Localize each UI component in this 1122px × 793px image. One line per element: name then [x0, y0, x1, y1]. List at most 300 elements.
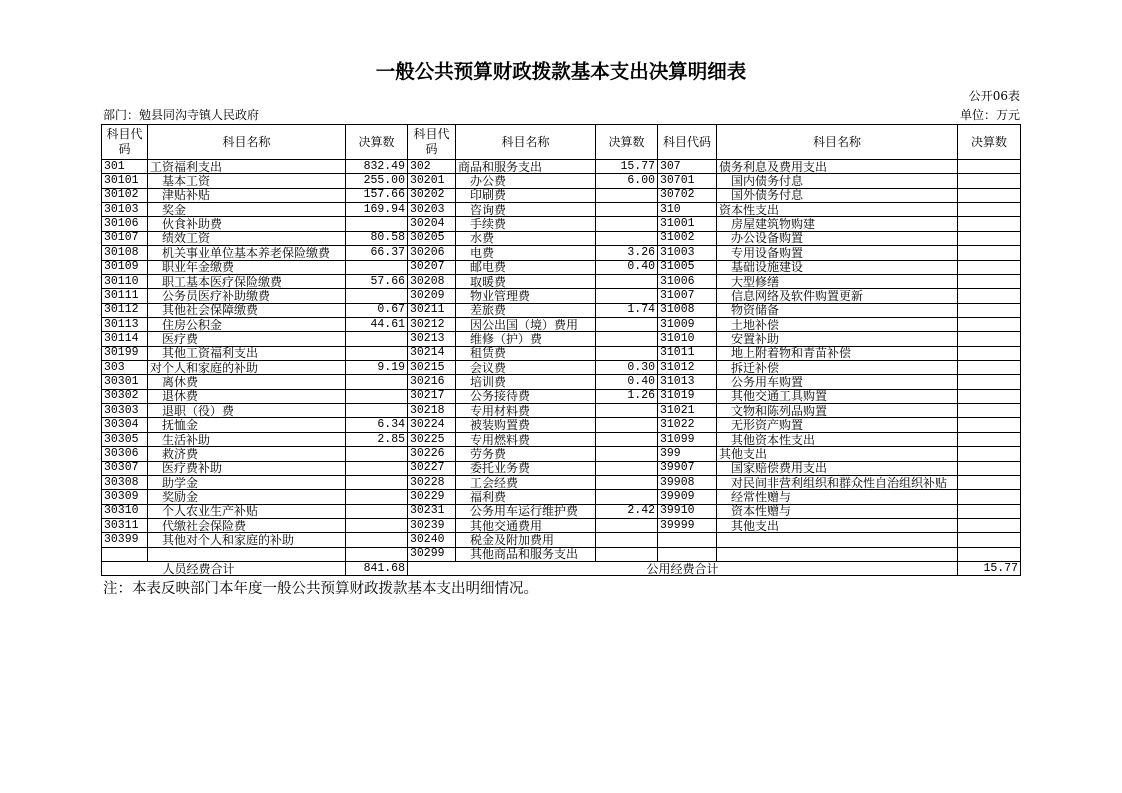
cell-code: 30702 — [658, 188, 717, 202]
cell-name: 资本性赠与 — [717, 504, 958, 518]
cell-code: 301 — [102, 160, 148, 174]
cell-amount — [596, 432, 658, 446]
table-row — [102, 533, 1021, 547]
cell-amount: 15.77 — [596, 160, 658, 174]
cell-code: 30203 — [408, 203, 456, 217]
cell-code: 31021 — [658, 404, 717, 418]
cell-name: 商品和服务支出 — [456, 160, 596, 174]
cell-amount — [958, 246, 1021, 260]
totals-row — [102, 562, 1021, 576]
cell-name: 专用材料费 — [456, 404, 596, 418]
cell-code: 30228 — [408, 475, 456, 489]
header-code: 科目代码 — [102, 125, 148, 160]
cell-name: 房屋建筑物购建 — [717, 217, 958, 231]
public-total-amount: 15.77 — [958, 562, 1021, 576]
cell-name: 培训费 — [456, 375, 596, 389]
cell-amount: 44.61 — [346, 317, 408, 331]
cell-code: 30202 — [408, 188, 456, 202]
cell-code: 30306 — [102, 447, 148, 461]
cell-name: 邮电费 — [456, 260, 596, 274]
cell-amount — [596, 231, 658, 245]
cell-name: 文物和陈列品购置 — [717, 404, 958, 418]
cell-name: 维修（护）费 — [456, 332, 596, 346]
cell-code: 30227 — [408, 461, 456, 475]
cell-name: 津贴补贴 — [148, 188, 346, 202]
table-row — [102, 447, 1021, 461]
cell-amount — [958, 518, 1021, 532]
cell-name: 物业管理费 — [456, 289, 596, 303]
cell-code: 39910 — [658, 504, 717, 518]
table-row — [102, 317, 1021, 331]
cell-amount — [596, 418, 658, 432]
cell-name: 工会经费 — [456, 475, 596, 489]
header-name: 科目名称 — [717, 125, 958, 160]
cell-amount — [346, 404, 408, 418]
table-row — [102, 203, 1021, 217]
cell-code: 30226 — [408, 447, 456, 461]
cell-name: 福利费 — [456, 490, 596, 504]
table-row — [102, 246, 1021, 260]
cell-name: 印刷费 — [456, 188, 596, 202]
cell-name: 生活补助 — [148, 432, 346, 446]
cell-amount — [346, 346, 408, 360]
cell-code: 310 — [658, 203, 717, 217]
cell-amount: 66.37 — [346, 246, 408, 260]
table-row — [102, 475, 1021, 489]
cell-amount: 832.49 — [346, 160, 408, 174]
cell-name: 劳务费 — [456, 447, 596, 461]
table-row — [102, 188, 1021, 202]
cell-code: 30208 — [408, 274, 456, 288]
cell-name: 伙食补助费 — [148, 217, 346, 231]
cell-amount: 57.66 — [346, 274, 408, 288]
cell-code: 31003 — [658, 246, 717, 260]
cell-code: 30229 — [408, 490, 456, 504]
cell-amount — [958, 346, 1021, 360]
cell-code: 31099 — [658, 432, 717, 446]
cell-amount — [958, 447, 1021, 461]
cell-code: 31011 — [658, 346, 717, 360]
cell-name: 奖励金 — [148, 490, 346, 504]
unit-label: 单位：万元 — [959, 108, 1020, 122]
cell-code: 30303 — [102, 404, 148, 418]
table-row — [102, 504, 1021, 518]
cell-amount — [958, 547, 1021, 561]
cell-amount — [596, 404, 658, 418]
cell-code: 30308 — [102, 475, 148, 489]
cell-amount: 1.74 — [596, 303, 658, 317]
cell-code: 30224 — [408, 418, 456, 432]
cell-amount — [958, 404, 1021, 418]
cell-amount: 2.85 — [346, 432, 408, 446]
cell-name: 对个人和家庭的补助 — [148, 361, 346, 375]
cell-code: 31008 — [658, 303, 717, 317]
cell-name: 差旅费 — [456, 303, 596, 317]
cell-name: 大型修缮 — [717, 274, 958, 288]
cell-name: 其他交通费用 — [456, 518, 596, 532]
cell-code: 39909 — [658, 490, 717, 504]
table-row — [102, 160, 1021, 174]
cell-amount: 2.42 — [596, 504, 658, 518]
cell-amount — [596, 547, 658, 561]
cell-code: 30199 — [102, 346, 148, 360]
cell-name: 委托业务费 — [456, 461, 596, 475]
cell-amount — [958, 533, 1021, 547]
cell-name: 其他支出 — [717, 518, 958, 532]
cell-name: 被装购置费 — [456, 418, 596, 432]
cell-amount — [958, 160, 1021, 174]
cell-amount — [596, 317, 658, 331]
cell-code: 30217 — [408, 389, 456, 403]
header-row — [102, 125, 1021, 160]
cell-code: 31006 — [658, 274, 717, 288]
cell-name: 因公出国（境）费用 — [456, 317, 596, 331]
cell-code — [102, 547, 148, 561]
cell-name: 职工基本医疗保险缴费 — [148, 274, 346, 288]
cell-code: 30214 — [408, 346, 456, 360]
cell-amount: 169.94 — [346, 203, 408, 217]
cell-amount: 255.00 — [346, 174, 408, 188]
cell-name: 土地补偿 — [717, 317, 958, 331]
cell-name: 其他支出 — [717, 447, 958, 461]
table-row — [102, 518, 1021, 532]
table-row — [102, 490, 1021, 504]
table-row — [102, 361, 1021, 375]
cell-code: 31001 — [658, 217, 717, 231]
cell-name: 安置补助 — [717, 332, 958, 346]
cell-name — [717, 547, 958, 561]
cell-name: 无形资产购置 — [717, 418, 958, 432]
cell-name: 咨询费 — [456, 203, 596, 217]
cell-name: 其他资本性支出 — [717, 432, 958, 446]
cell-amount — [596, 447, 658, 461]
cell-name: 水费 — [456, 231, 596, 245]
cell-code: 30225 — [408, 432, 456, 446]
cell-name: 个人农业生产补贴 — [148, 504, 346, 518]
cell-name: 离休费 — [148, 375, 346, 389]
budget-detail-table — [101, 124, 1021, 576]
cell-name: 退职（役）费 — [148, 404, 346, 418]
cell-amount: 80.58 — [346, 231, 408, 245]
table-number-label: 公开06表 — [968, 89, 1020, 103]
cell-code: 30307 — [102, 461, 148, 475]
cell-code: 31005 — [658, 260, 717, 274]
cell-name: 其他对个人和家庭的补助 — [148, 533, 346, 547]
cell-name: 国家赔偿费用支出 — [717, 461, 958, 475]
cell-name: 公务用车运行维护费 — [456, 504, 596, 518]
table-row — [102, 303, 1021, 317]
cell-amount — [958, 174, 1021, 188]
cell-name: 电费 — [456, 246, 596, 260]
cell-amount — [596, 217, 658, 231]
cell-name: 医疗费 — [148, 332, 346, 346]
table-row — [102, 231, 1021, 245]
cell-code: 39908 — [658, 475, 717, 489]
cell-amount: 0.40 — [596, 375, 658, 389]
cell-code: 31019 — [658, 389, 717, 403]
table-row — [102, 389, 1021, 403]
cell-name: 公务用车购置 — [717, 375, 958, 389]
cell-code — [658, 533, 717, 547]
cell-code: 31010 — [658, 332, 717, 346]
cell-name: 机关事业单位基本养老保险缴费 — [148, 246, 346, 260]
cell-code: 30304 — [102, 418, 148, 432]
cell-name: 工资福利支出 — [148, 160, 346, 174]
cell-name: 退休费 — [148, 389, 346, 403]
cell-name: 办公设备购置 — [717, 231, 958, 245]
cell-name: 对民间非营利组织和群众性自治组织补贴 — [717, 475, 958, 489]
header-amount: 决算数 — [958, 125, 1021, 160]
cell-code — [658, 547, 717, 561]
header-amount: 决算数 — [346, 125, 408, 160]
cell-amount: 1.26 — [596, 389, 658, 403]
cell-code: 30311 — [102, 518, 148, 532]
cell-amount — [596, 332, 658, 346]
cell-code: 30109 — [102, 260, 148, 274]
cell-code: 30231 — [408, 504, 456, 518]
cell-amount — [958, 418, 1021, 432]
cell-amount — [346, 518, 408, 532]
cell-amount — [596, 289, 658, 303]
cell-name: 助学金 — [148, 475, 346, 489]
cell-code: 39907 — [658, 461, 717, 475]
cell-code: 30114 — [102, 332, 148, 346]
cell-name: 其他交通工具购置 — [717, 389, 958, 403]
cell-code: 303 — [102, 361, 148, 375]
table-row — [102, 432, 1021, 446]
cell-name: 资本性支出 — [717, 203, 958, 217]
cell-amount: 3.26 — [596, 246, 658, 260]
cell-amount — [346, 289, 408, 303]
cell-code: 30240 — [408, 533, 456, 547]
cell-code: 30107 — [102, 231, 148, 245]
cell-amount — [958, 217, 1021, 231]
cell-code: 30201 — [408, 174, 456, 188]
cell-amount — [958, 260, 1021, 274]
cell-amount — [346, 547, 408, 561]
cell-code: 30213 — [408, 332, 456, 346]
cell-name: 抚恤金 — [148, 418, 346, 432]
cell-amount — [346, 260, 408, 274]
header-code: 科目代码 — [658, 125, 717, 160]
table-row — [102, 217, 1021, 231]
table-row — [102, 260, 1021, 274]
cell-amount — [958, 317, 1021, 331]
table-body — [102, 160, 1021, 576]
table-row — [102, 547, 1021, 561]
cell-amount — [958, 389, 1021, 403]
cell-code: 30112 — [102, 303, 148, 317]
cell-code: 31022 — [658, 418, 717, 432]
cell-code: 30205 — [408, 231, 456, 245]
cell-name: 经常性赠与 — [717, 490, 958, 504]
cell-code: 31009 — [658, 317, 717, 331]
cell-name: 国外债务付息 — [717, 188, 958, 202]
cell-amount — [958, 490, 1021, 504]
cell-code: 30310 — [102, 504, 148, 518]
header-amount: 决算数 — [596, 125, 658, 160]
cell-name: 专用燃料费 — [456, 432, 596, 446]
cell-code: 39999 — [658, 518, 717, 532]
cell-code: 307 — [658, 160, 717, 174]
cell-name: 办公费 — [456, 174, 596, 188]
cell-code: 30108 — [102, 246, 148, 260]
cell-code: 30209 — [408, 289, 456, 303]
cell-amount — [346, 490, 408, 504]
cell-code: 30206 — [408, 246, 456, 260]
cell-name: 物资储备 — [717, 303, 958, 317]
table-row — [102, 289, 1021, 303]
cell-amount: 9.19 — [346, 361, 408, 375]
cell-amount: 6.34 — [346, 418, 408, 432]
cell-code: 31013 — [658, 375, 717, 389]
cell-amount — [596, 461, 658, 475]
cell-name: 其他工资福利支出 — [148, 346, 346, 360]
cell-name: 职业年金缴费 — [148, 260, 346, 274]
footnote: 注：本表反映部门本年度一般公共预算财政拨款基本支出明细情况。 — [103, 581, 538, 597]
cell-amount: 6.00 — [596, 174, 658, 188]
table-row — [102, 346, 1021, 360]
cell-name: 其他商品和服务支出 — [456, 547, 596, 561]
cell-code: 30215 — [408, 361, 456, 375]
table-row — [102, 404, 1021, 418]
cell-code: 30111 — [102, 289, 148, 303]
table-row — [102, 418, 1021, 432]
cell-code: 30216 — [408, 375, 456, 389]
cell-amount — [346, 389, 408, 403]
table-row — [102, 461, 1021, 475]
cell-code: 30101 — [102, 174, 148, 188]
cell-name: 信息网络及软件购置更新 — [717, 289, 958, 303]
cell-amount — [346, 375, 408, 389]
cell-code: 31002 — [658, 231, 717, 245]
header-name: 科目名称 — [456, 125, 596, 160]
cell-name: 医疗费补助 — [148, 461, 346, 475]
cell-amount — [958, 361, 1021, 375]
cell-amount — [596, 518, 658, 532]
header-name: 科目名称 — [148, 125, 346, 160]
cell-name: 租赁费 — [456, 346, 596, 360]
cell-amount — [346, 533, 408, 547]
cell-amount — [346, 461, 408, 475]
cell-code: 30102 — [102, 188, 148, 202]
cell-name: 税金及附加费用 — [456, 533, 596, 547]
cell-amount — [958, 475, 1021, 489]
cell-code: 302 — [408, 160, 456, 174]
cell-name: 公务员医疗补助缴费 — [148, 289, 346, 303]
department-label: 部门：勉县同沟寺镇人民政府 — [103, 108, 260, 122]
cell-amount — [596, 188, 658, 202]
cell-amount — [346, 332, 408, 346]
cell-amount: 0.30 — [596, 361, 658, 375]
table-row — [102, 174, 1021, 188]
cell-code: 30309 — [102, 490, 148, 504]
cell-code: 30212 — [408, 317, 456, 331]
cell-code: 30211 — [408, 303, 456, 317]
cell-name — [717, 533, 958, 547]
cell-code: 30106 — [102, 217, 148, 231]
cell-amount — [346, 504, 408, 518]
cell-name: 取暖费 — [456, 274, 596, 288]
table-row — [102, 332, 1021, 346]
cell-amount — [596, 490, 658, 504]
cell-amount — [958, 203, 1021, 217]
cell-name — [148, 547, 346, 561]
cell-name: 代缴社会保险费 — [148, 518, 346, 532]
cell-code: 31012 — [658, 361, 717, 375]
cell-amount — [346, 447, 408, 461]
cell-amount — [596, 475, 658, 489]
table-row — [102, 375, 1021, 389]
cell-code: 30103 — [102, 203, 148, 217]
cell-amount — [958, 289, 1021, 303]
cell-name: 手续费 — [456, 217, 596, 231]
cell-name: 会议费 — [456, 361, 596, 375]
table-row — [102, 274, 1021, 288]
cell-name: 债务利息及费用支出 — [717, 160, 958, 174]
cell-code: 30218 — [408, 404, 456, 418]
cell-code: 30305 — [102, 432, 148, 446]
cell-code: 30207 — [408, 260, 456, 274]
cell-code: 399 — [658, 447, 717, 461]
cell-code: 30302 — [102, 389, 148, 403]
cell-code: 31007 — [658, 289, 717, 303]
cell-name: 公务接待费 — [456, 389, 596, 403]
cell-code: 30110 — [102, 274, 148, 288]
cell-amount — [596, 203, 658, 217]
cell-amount — [958, 375, 1021, 389]
cell-code: 30113 — [102, 317, 148, 331]
cell-amount — [958, 231, 1021, 245]
cell-code: 30301 — [102, 375, 148, 389]
cell-amount: 0.40 — [596, 260, 658, 274]
cell-name: 国内债务付息 — [717, 174, 958, 188]
personnel-total-label: 人员经费合计 — [102, 562, 346, 576]
cell-name: 住房公积金 — [148, 317, 346, 331]
cell-name: 绩效工资 — [148, 231, 346, 245]
header-code: 科目代码 — [408, 125, 456, 160]
cell-name: 救济费 — [148, 447, 346, 461]
cell-amount — [958, 274, 1021, 288]
public-total-label: 公用经费合计 — [408, 562, 958, 576]
cell-name: 拆迁补偿 — [717, 361, 958, 375]
cell-code: 30299 — [408, 547, 456, 561]
cell-name: 基本工资 — [148, 174, 346, 188]
cell-name: 奖金 — [148, 203, 346, 217]
cell-amount — [596, 346, 658, 360]
cell-code: 30204 — [408, 217, 456, 231]
cell-amount — [958, 303, 1021, 317]
cell-amount — [596, 274, 658, 288]
cell-name: 地上附着物和青苗补偿 — [717, 346, 958, 360]
cell-amount — [958, 188, 1021, 202]
cell-amount — [958, 432, 1021, 446]
cell-amount — [958, 504, 1021, 518]
page-title: 一般公共预算财政拨款基本支出决算明细表 — [375, 60, 747, 83]
cell-name: 专用设备购置 — [717, 246, 958, 260]
cell-amount: 0.67 — [346, 303, 408, 317]
cell-amount — [596, 533, 658, 547]
cell-name: 基础设施建设 — [717, 260, 958, 274]
cell-amount — [346, 217, 408, 231]
cell-amount — [346, 475, 408, 489]
cell-code: 30701 — [658, 174, 717, 188]
cell-amount: 157.66 — [346, 188, 408, 202]
cell-amount — [958, 461, 1021, 475]
cell-name: 其他社会保障缴费 — [148, 303, 346, 317]
cell-code: 30399 — [102, 533, 148, 547]
personnel-total-amount: 841.68 — [346, 562, 408, 576]
